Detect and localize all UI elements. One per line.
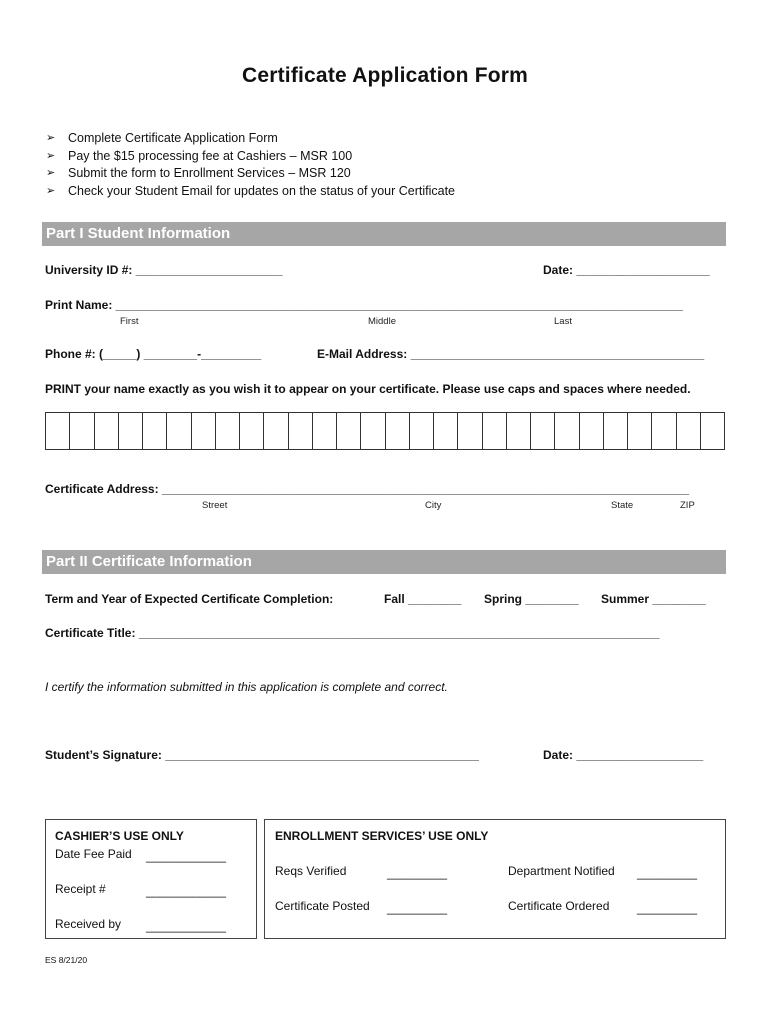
letter-box[interactable] — [410, 413, 434, 449]
letter-box[interactable] — [386, 413, 410, 449]
letter-box[interactable] — [289, 413, 313, 449]
arrowhead-bullet-icon: ➢ — [46, 184, 56, 197]
enrollment-services-panel — [264, 819, 726, 939]
enrollment-heading: ENROLLMENT SERVICES’ USE ONLY — [275, 829, 489, 843]
reqs-verified-label: Reqs Verified — [275, 864, 347, 878]
letter-box[interactable] — [701, 413, 724, 449]
certification-statement: I certify the information submitted in this application is complete and correct. — [45, 680, 448, 694]
list-item — [46, 148, 455, 166]
form-version-footer: ES 8/21/20 — [45, 955, 88, 965]
spring-field[interactable]: Spring ________ — [484, 592, 579, 606]
form-title: Certificate Application Form — [241, 64, 529, 87]
date-fee-paid-label: Date Fee Paid — [55, 847, 132, 861]
receipt-blank[interactable]: ____________ — [146, 884, 227, 898]
arrowhead-bullet-icon: ➢ — [46, 167, 56, 179]
letter-box[interactable] — [580, 413, 604, 449]
cashier-use-panel — [45, 819, 257, 939]
print-name-field[interactable]: Print Name: _____________________________________________________________________________________ — [45, 298, 683, 312]
letter-box[interactable] — [483, 413, 507, 449]
address-city-caption: City — [425, 500, 442, 511]
address-street-caption: Street — [202, 500, 228, 511]
term-year-label: Term and Year of Expected Certificate Completion: — [45, 592, 334, 606]
letter-box[interactable] — [313, 413, 337, 449]
name-middle-caption: Middle — [368, 316, 396, 327]
reqs-verified-blank[interactable]: _________ — [387, 866, 448, 880]
certificate-ordered-blank[interactable]: _________ — [637, 901, 698, 915]
name-first-caption: First — [120, 316, 139, 327]
instruction-text: Submit the form to Enrollment Services – MSR 120 — [68, 166, 351, 180]
instruction-text: Pay the $15 processing fee at Cashiers – MSR 100 — [68, 148, 353, 163]
address-state-caption: State — [611, 500, 634, 511]
list-item — [46, 165, 455, 183]
university-id-field[interactable]: University ID #: ______________________ — [45, 263, 283, 277]
email-field[interactable]: E-Mail Address: ____________________________________________ — [317, 347, 705, 361]
list-item — [46, 183, 455, 201]
received-by-label: Received by — [55, 917, 122, 931]
instruction-text: Complete Certificate Application Form — [68, 131, 278, 145]
arrowhead-bullet-icon: ➢ — [46, 149, 56, 162]
letter-box[interactable] — [337, 413, 361, 449]
receipt-label: Receipt # — [55, 882, 106, 896]
certificate-address-field[interactable]: Certificate Address: _______________________________________________________________________________ — [45, 482, 690, 496]
department-notified-blank[interactable]: _________ — [637, 866, 698, 880]
letter-box[interactable] — [531, 413, 555, 449]
letter-box[interactable] — [652, 413, 676, 449]
letter-box[interactable] — [70, 413, 94, 449]
letter-box[interactable] — [167, 413, 191, 449]
letter-box[interactable] — [143, 413, 167, 449]
letter-box[interactable] — [604, 413, 628, 449]
letter-box[interactable] — [264, 413, 288, 449]
certificate-posted-label: Certificate Posted — [275, 899, 370, 913]
section-header-part1: Part I Student Information — [42, 222, 726, 246]
instruction-text: Check your Student Email for updates on the status of your Certificate — [68, 183, 456, 198]
cashier-heading: CASHIER’S USE ONLY — [55, 829, 184, 843]
arrowhead-bullet-icon: ➢ — [46, 132, 56, 144]
date-fee-paid-blank[interactable]: ____________ — [146, 849, 227, 863]
letter-box[interactable] — [677, 413, 701, 449]
summer-field[interactable]: Summer ________ — [601, 592, 706, 606]
letter-box[interactable] — [192, 413, 216, 449]
letter-box[interactable] — [361, 413, 385, 449]
print-instruction: PRINT your name exactly as you wish it to appear on your certificate. Please use caps and spaces where needed. — [45, 382, 691, 396]
list-item — [46, 130, 455, 148]
letter-box[interactable] — [95, 413, 119, 449]
phone-field[interactable]: Phone #: (_____) ________-_________ — [45, 347, 262, 361]
certificate-posted-blank[interactable]: _________ — [387, 901, 448, 915]
signature-date-field[interactable]: Date: ___________________ — [543, 748, 704, 762]
letter-box[interactable] — [458, 413, 482, 449]
address-zip-caption: ZIP — [680, 500, 695, 511]
certificate-ordered-label: Certificate Ordered — [508, 899, 610, 913]
name-last-caption: Last — [554, 316, 572, 327]
department-notified-label: Department Notified — [508, 864, 615, 878]
received-by-blank[interactable]: ____________ — [146, 919, 227, 933]
student-signature-field[interactable]: Student’s Signature: _______________________________________________ — [45, 748, 479, 762]
date-field[interactable]: Date: ____________________ — [543, 263, 710, 277]
certificate-title-field[interactable]: Certificate Title: ______________________________________________________________________________ — [45, 626, 660, 640]
letter-box[interactable] — [240, 413, 264, 449]
name-letter-boxes[interactable] — [45, 412, 725, 450]
letter-box[interactable] — [628, 413, 652, 449]
letter-box[interactable] — [119, 413, 143, 449]
letter-box[interactable] — [555, 413, 579, 449]
instruction-list — [46, 130, 455, 200]
letter-box[interactable] — [434, 413, 458, 449]
section-header-part2: Part II Certificate Information — [42, 550, 726, 574]
letter-box[interactable] — [216, 413, 240, 449]
letter-box[interactable] — [46, 413, 70, 449]
letter-box[interactable] — [507, 413, 531, 449]
fall-field[interactable]: Fall ________ — [384, 592, 462, 606]
